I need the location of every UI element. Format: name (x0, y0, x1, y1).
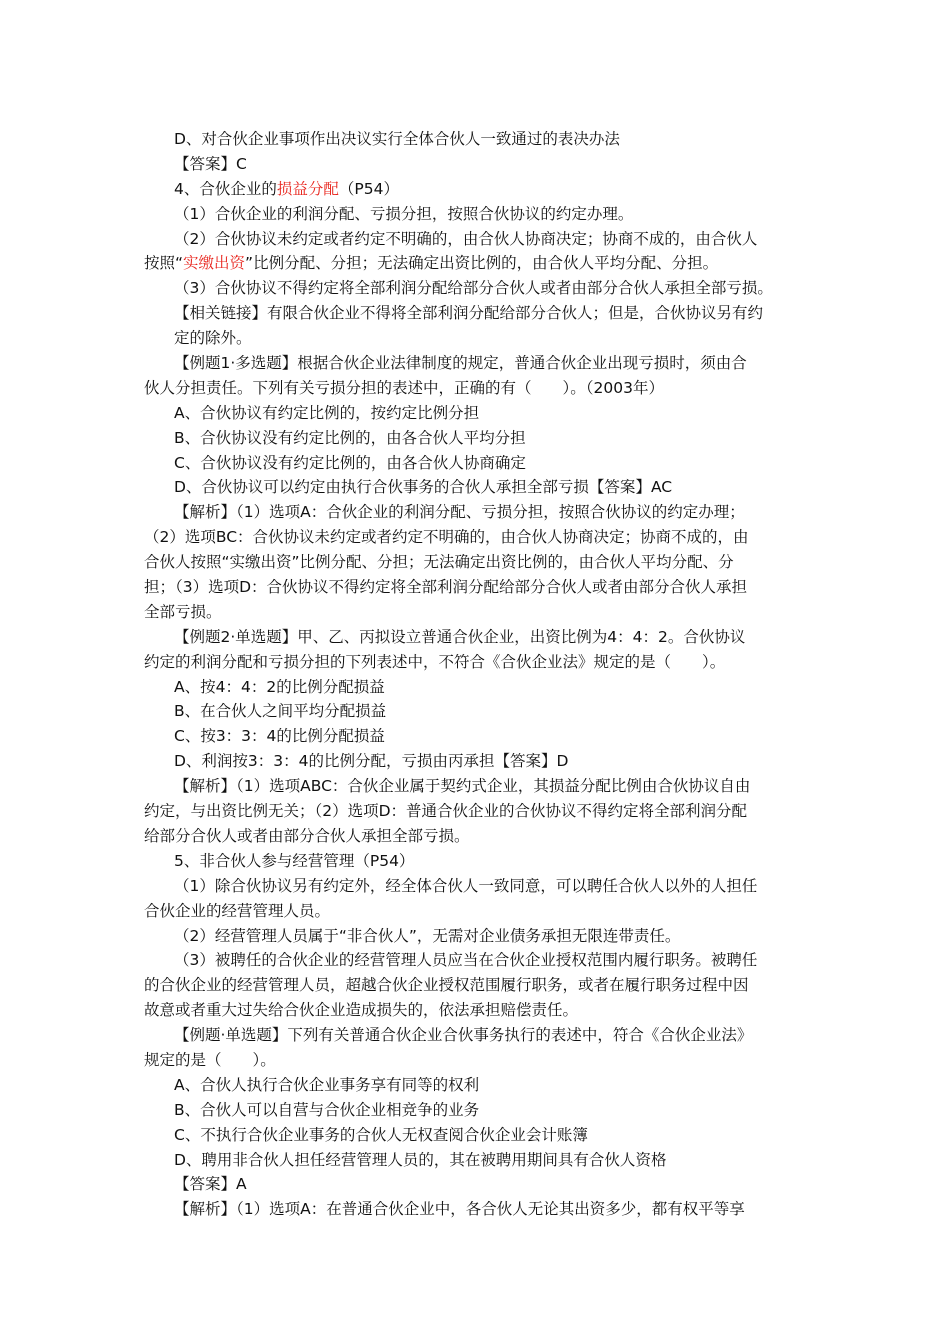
text-line: （1）除合伙协议另有约定外，经全体合伙人一致同意，可以聘任合伙人以外的人担任 (174, 876, 758, 895)
text-line: B、合伙人可以自营与合伙企业相竞争的业务 (174, 1100, 480, 1119)
highlighted-term: 损益分配 (276, 179, 339, 198)
highlighted-term: 实缴出资 (183, 254, 246, 273)
text-line: 【例题·单选题】下列有关普通合伙企业合伙事务执行的表述中，符合《合伙企业法》 (174, 1026, 753, 1045)
text-segment: 4、合伙企业的 (174, 179, 277, 198)
text-line: 【相关链接】有限合伙企业不得将全部利润分配给部分合伙人；但是，合伙协议另有约 (174, 304, 764, 323)
text-line: 【答案】A (174, 1175, 247, 1194)
text-line: 【解析】（1）选项A：在普通合伙企业中，各合伙人无论其出资多少，都有权平等享 (174, 1200, 745, 1219)
text-line: （3）被聘任的合伙企业的经营管理人员应当在合伙企业授权范围内履行职务。被聘任 (174, 951, 758, 970)
document-body (0, 127, 950, 1222)
text-segment: ”比例分配、分担；无法确定出资比例的，由合伙人平均分配、分担。 (245, 254, 719, 273)
text-line: D、对合伙企业事项作出决议实行全体合伙人一致通过的表决办法 (174, 130, 620, 148)
text-line: 【例题2·单选题】甲、乙、丙拟设立普通合伙企业，出资比例为4：4：2。合伙协议 (174, 627, 746, 646)
text-line: 【例题1·多选题】根据合伙企业法律制度的规定，普通合伙企业出现亏损时，须由合 (174, 354, 747, 373)
text-line: 约定的利润分配和亏损分担的下列表述中，不符合《合伙企业法》规定的是（ ）。 (144, 652, 726, 671)
text-line: 给部分合伙人或者由部分合伙人承担全部亏损。 (144, 826, 470, 845)
text-line: C、不执行合伙企业事务的合伙人无权查阅合伙企业会计账簿 (174, 1125, 588, 1144)
text-line: 【答案】C (174, 154, 247, 173)
text-line: 合伙企业的经营管理人员。 (144, 901, 331, 920)
text-line: 伙人分担责任。下列有关亏损分担的表述中，正确的有（ ）。（2003年） (144, 378, 664, 397)
text-line: 合伙人按照“实缴出资”比例分配、分担；无法确定出资比例的，由合伙人平均分配、分 (144, 553, 734, 572)
text-line: 的合伙企业的经营管理人员，超越合伙企业授权范围履行职务，或者在履行职务过程中因 (144, 976, 749, 995)
text-line: B、在合伙人之间平均分配损益 (174, 702, 387, 721)
text-line: 【解析】（1）选项A：合伙企业的利润分配、亏损分担，按照合伙协议的约定办理； (174, 503, 745, 522)
text-line: 故意或者重大过失给合伙企业造成损失的，依法承担赔偿责任。 (144, 1001, 579, 1020)
text-line: 【解析】（1）选项ABC：合伙企业属于契约式企业，其损益分配比例由合伙协议自由 (174, 777, 751, 796)
text-line: 定的除外。 (174, 329, 252, 348)
text-line (0, 251, 950, 276)
text-line (0, 177, 950, 202)
text-segment: （P54） (338, 179, 399, 198)
text-line: D、合伙协议可以约定由执行合伙事务的合伙人承担全部亏损【答案】AC (174, 478, 673, 497)
text-line: C、按3：3：4的比例分配损益 (174, 727, 385, 746)
text-line: 担；（3）选项D：合伙协议不得约定将全部利润分配给部分合伙人或者由部分合伙人承担 (144, 578, 748, 597)
text-line: （1）合伙企业的利润分配、亏损分担，按照合伙协议的约定办理。 (174, 204, 634, 223)
text-line: （2）选项BC：合伙协议未约定或者约定不明确的，由合伙人协商决定；协商不成的，由 (144, 528, 749, 547)
text-line: （3）合伙协议不得约定将全部利润分配给部分合伙人或者由部分合伙人承担全部亏损。 (174, 279, 773, 298)
text-line: A、合伙人执行合伙企业事务享有同等的权利 (174, 1075, 480, 1094)
text-line: （2）经营管理人员属于“非合伙人”，无需对企业债务承担无限连带责任。 (174, 926, 681, 945)
text-line: 规定的是（ ）。 (144, 1050, 276, 1069)
text-segment: 按照“ (144, 254, 184, 273)
text-line: C、合伙协议没有约定比例的，由各合伙人协商确定 (174, 453, 526, 472)
text-line: D、利润按3：3：4的比例分配，亏损由丙承担【答案】D (174, 752, 569, 771)
text-line: （2）合伙协议未约定或者约定不明确的，由合伙人协商决定；协商不成的，由合伙人 (174, 229, 758, 248)
text-line: A、按4：4：2的比例分配损益 (174, 677, 385, 696)
text-line: 约定，与出资比例无关；（2）选项D：普通合伙企业的合伙协议不得约定将全部利润分配 (144, 802, 748, 821)
text-line: A、合伙协议有约定比例的，按约定比例分担 (174, 403, 480, 422)
text-line: 全部亏损。 (144, 602, 222, 621)
text-line: 5、非合伙人参与经营管理（P54） (174, 851, 415, 870)
text-line: B、合伙协议没有约定比例的，由各合伙人平均分担 (174, 428, 526, 447)
text-line: D、聘用非合伙人担任经营管理人员的，其在被聘用期间具有合伙人资格 (174, 1150, 667, 1169)
